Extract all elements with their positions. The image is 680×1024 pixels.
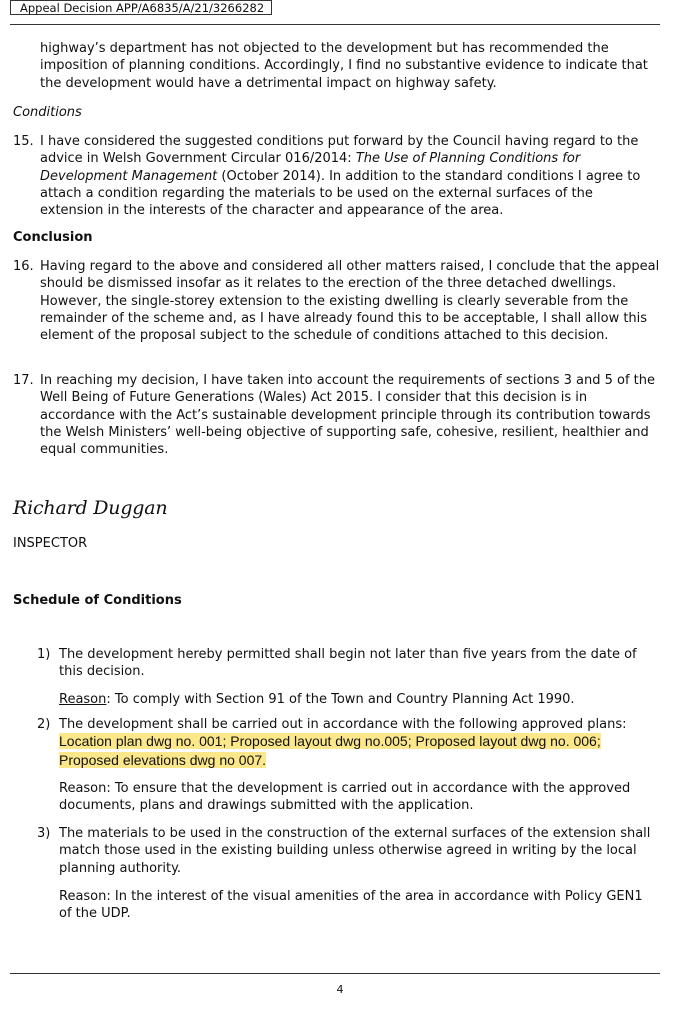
header-reference: Appeal Decision APP/A6835/A/21/3266282 [10,0,272,15]
header-rule [10,24,660,25]
page-number: 4 [336,983,344,996]
cond2-reason: Reason: To ensure that the development is carried out in accordance with the approved documents, plans and drawings submitted with the application. [59,781,631,814]
cond1-reason-label: Reason [59,692,107,707]
intro-paragraph: highway’s department has not objected to the development but has recommended the imposition of planning conditions. Accordingly, I find no substantive evidence to indicate that the development would have a detrimental impact on highway safety. [40,41,648,91]
schedule-heading: Schedule of Conditions [13,593,182,608]
cond2-number: 2) [37,717,51,732]
para15-number: 15. [13,134,34,149]
conditions-heading: Conditions [13,105,82,120]
cond3-number: 3) [37,826,51,841]
para17-text: In reaching my decision, I have taken into account the requirements of sections 3 and 5 of the Well Being of Future Generations (Wales) Act 2015. I consider that this decision is in accordance with the Act’s sustainable development principle through its contribution towards the Welsh Ministers’ well-being objective of supporting safe, cohesive, resilient, healthier and equal communities. [40,373,656,458]
cond3-text: The materials to be used in the construction of the external surfaces of the extension shall match those used in the existing building unless otherwise agreed in writing by the local planning authority. [59,826,651,876]
cond1-number: 1) [37,647,51,662]
para16-text: Having regard to the above and considered all other matters raised, I conclude that the appeal should be dismissed insofar as it relates to the erection of the three detached dwellings. However, the single-storey extension to the existing dwelling is clearly severable from the remainder of the scheme and, as I have already found this to be acceptable, I shall allow this element of the proposal subject to the schedule of conditions attached to this decision. [40,259,660,344]
cond2-highlighted-plans: Location plan dwg no. 001; Proposed layout dwg no.005; Proposed layout dwg no. 006; Proposed elevations dwg no 007. [59,733,601,768]
inspector-role: INSPECTOR [13,536,88,551]
cond2-text-a: The development shall be carried out in accordance with the following approved plans: [59,717,627,732]
inspector-signature: Richard Duggan [13,497,168,519]
para17-number: 17. [13,373,34,388]
para15-text-a: I have considered the suggested conditions put forward by the Council having regard to the advice in Welsh Government Circular 016/2014: [40,134,639,167]
cond1-reason [59,691,659,708]
cond1-reason-text: : To comply with Section 91 of the Town and Country Planning Act 1990. [106,692,575,707]
cond2-text [59,716,659,770]
footer-rule [10,973,660,974]
conclusion-heading: Conclusion [13,230,93,245]
para15-text [40,133,660,219]
cond3-reason: Reason: In the interest of the visual amenities of the area in accordance with Policy GEN1 of the UDP. [59,889,643,922]
para16-number: 16. [13,259,34,274]
para15-text-b: (October 2014). In addition to the standard conditions I agree to attach a condition regarding the materials to be used on the external surfaces of the extension in the interests of the character and appearance of the area. [40,168,641,219]
cond1-text: The development hereby permitted shall begin not later than five years from the date of this decision. [59,647,637,680]
para15-circular-title: The Use of Planning Conditions for Development Management [40,151,581,184]
